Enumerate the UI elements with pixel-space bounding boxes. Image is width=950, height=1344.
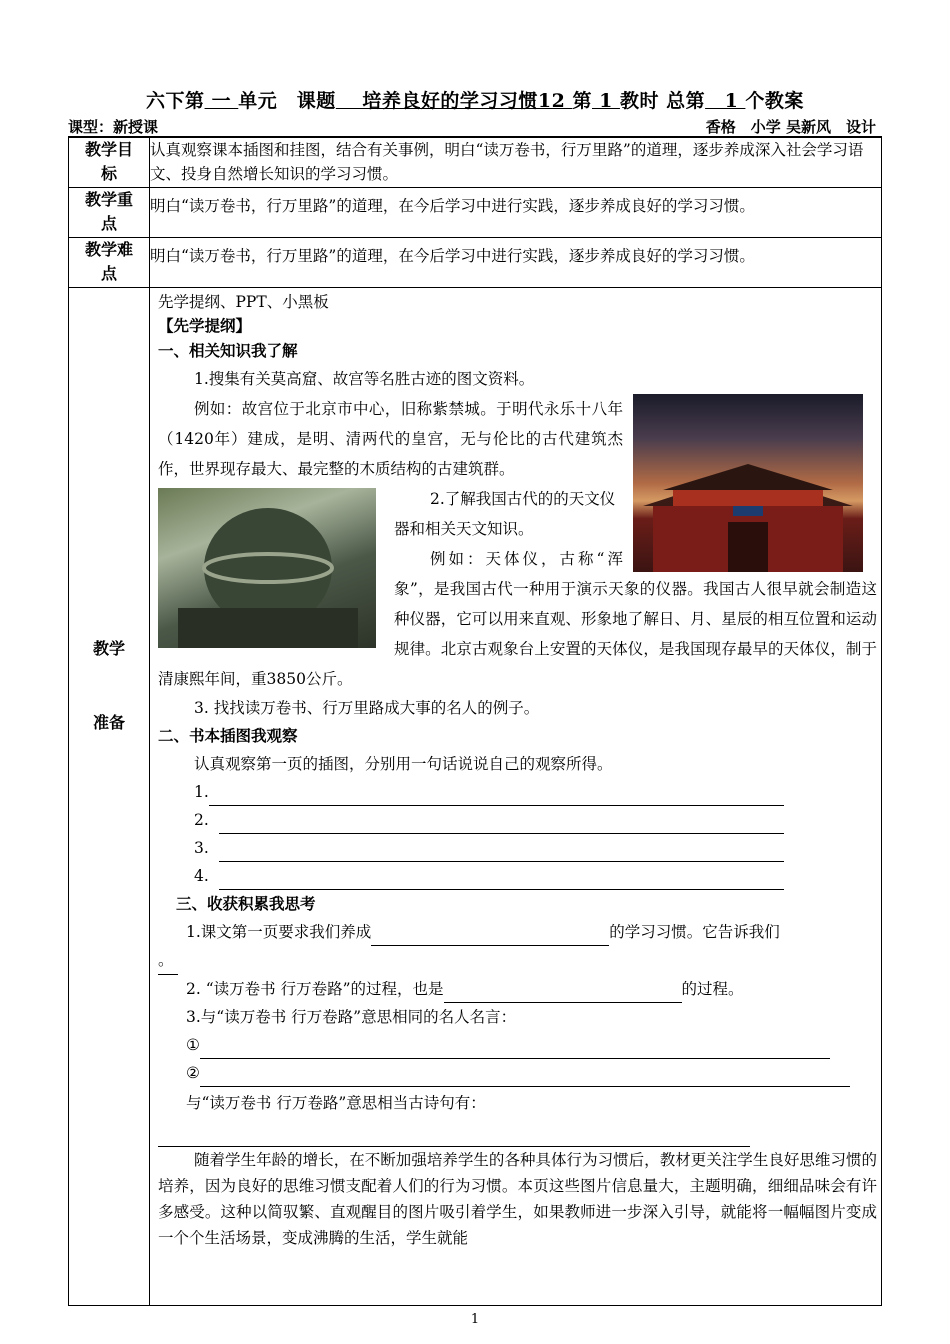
goal-label: 教学目标 <box>69 138 150 188</box>
goal-text: 认真观察课本插图和挂图，结合有关事例，明白“读万卷书，行万里路”的道理，逐步养成深入社会学习语文、投身自然增长知识的学习习惯。 <box>150 138 882 188</box>
lesson-type: 课型：新授课 <box>68 118 159 136</box>
quote-1-row <box>158 1031 877 1059</box>
blank-number: 4. <box>194 867 209 885</box>
blank-row <box>194 806 877 834</box>
answer-line[interactable] <box>200 1040 830 1059</box>
difficulty-label: 教学难点 <box>69 238 150 288</box>
header-text: 单元 课题 <box>238 90 336 112</box>
blank-line[interactable] <box>219 871 784 890</box>
section-2-text: 认真观察第一页的插图，分别用一句话说说自己的观察所得。 <box>194 755 613 773</box>
subheader <box>68 116 882 137</box>
blank-row <box>194 862 877 890</box>
header-text: 个教案 <box>745 90 804 112</box>
lesson-plan-table <box>68 137 882 1306</box>
poem-question: 与“读万卷书 行万卷路”意思相当古诗句有： <box>186 1094 486 1112</box>
section-1-title: 一、相关知识我了解 <box>158 341 298 360</box>
question-text: 2. “读万卷书 行万卷路”的过程，也是 <box>186 980 444 998</box>
palace-icon <box>633 394 863 572</box>
quote-marker: ① <box>186 1036 200 1054</box>
answer-line[interactable] <box>200 1068 850 1087</box>
difficulty-text: 明白“读万卷书，行万里路”的道理，在今后学习中进行实践，逐步养成良好的学习习惯。 <box>150 238 882 288</box>
blank-number: 2. <box>194 811 209 829</box>
armillary-sphere-photo <box>158 488 376 648</box>
quote-marker: ② <box>186 1064 200 1082</box>
blank-line[interactable] <box>219 843 784 862</box>
section-2-title: 二、书本插图我观察 <box>158 726 298 745</box>
key-text: 明白“读万卷书，行万里路”的道理，在今后学习中进行实践，逐步养成良好的学习习惯。 <box>150 188 882 238</box>
question-1-cont <box>158 946 877 975</box>
question-text: 的学习习惯。它告诉我们 <box>609 923 780 941</box>
item-1-example: 例如：故宫位于北京市中心，旧称紫禁城。于明代永乐十八年（1420年）建成，是明、清两代的皇宫，无与伦比的古代建筑杰作，世界现存最大、最完整的木质结构的古建筑群。 <box>158 400 623 478</box>
globe-icon <box>158 488 376 648</box>
blank-line[interactable] <box>209 787 784 806</box>
header-text: 教时 总第 <box>619 90 706 112</box>
header-text: 第 <box>572 90 592 112</box>
prep-label-line: 准备 <box>92 712 125 732</box>
quote-2-row <box>158 1059 877 1087</box>
period-number: 1 <box>592 90 620 112</box>
section-3-title: 三、收获积累我思考 <box>176 894 316 913</box>
poem-row <box>158 1119 877 1147</box>
question-text: 1.课文第一页要求我们养成 <box>186 923 372 941</box>
materials: 先学提纲、PPT、小黑板 <box>158 293 329 311</box>
page-number: 1 <box>470 1312 480 1327</box>
designer: 香格 小学 吴新风 设计 <box>705 118 876 136</box>
key-label: 教学重点 <box>69 188 150 238</box>
total-number: 1 <box>705 90 746 112</box>
outline-title: 【先学提纲】 <box>158 316 252 335</box>
question-3: 3.与“读万卷书 行万卷路”意思相同的名人名言： <box>186 1008 517 1026</box>
answer-line[interactable] <box>158 1128 750 1147</box>
blank-row <box>194 834 877 862</box>
blank-line[interactable] <box>219 815 784 834</box>
closing-paragraph: 随着学生年龄的增长，在不断加强培养学生的各种具体行为习惯后，教材更关注学生良好思维习惯的培养，因为良好的思维习惯支配着人们的行为习惯。本页这些图片信息量大，主题明确，细细品味会有许多感受。这种以简驭繁、直观醒目的图片吸引着学生，如果教师进一步深入引导，就能将一幅幅图片变成一个个生活场景，变成沸腾的生活，学生就能 <box>158 1151 877 1247</box>
observation-blanks <box>158 778 877 890</box>
item-2-example: 例如：天体仪，古称“浑象”，是我国古代一种用于演示天象的仪器。我国古人很早就会制造这种仪器，它可以用来直观、形象地了解日、月、星辰的相互位置和运动规律。北京古观象台上安置的天体仪，是我国现存最早的天体仪，制于清康熙年间，重3850公斤。 <box>158 550 877 688</box>
blank-number: 3. <box>194 839 209 857</box>
blank-row <box>194 778 877 806</box>
item-1: 1.搜集有关莫高窟、故宫等名胜古迹的图文资料。 <box>194 370 535 388</box>
header-text: 六下第 <box>146 90 205 112</box>
answer-line[interactable]: 。 <box>158 946 178 975</box>
question-1 <box>158 918 877 946</box>
item-3: 3. 找找读万卷书、行万里路成大事的名人的例子。 <box>194 699 540 717</box>
prep-label <box>69 288 150 1306</box>
lesson-header <box>0 86 950 113</box>
question-text: 的过程。 <box>681 980 744 998</box>
lesson-title: 培养良好的学习习惯12 <box>335 90 573 112</box>
item-2: 2.了解我国古代的的天文仪器和相关天文知识。 <box>394 490 616 538</box>
prep-label-line: 教学 <box>92 638 125 658</box>
forbidden-city-photo <box>633 394 863 572</box>
blank-number: 1. <box>194 783 209 801</box>
answer-line[interactable] <box>371 927 609 946</box>
prep-content <box>150 288 882 1306</box>
answer-line[interactable] <box>444 984 682 1003</box>
unit-number: 一 <box>204 90 239 112</box>
question-2 <box>158 975 877 1003</box>
